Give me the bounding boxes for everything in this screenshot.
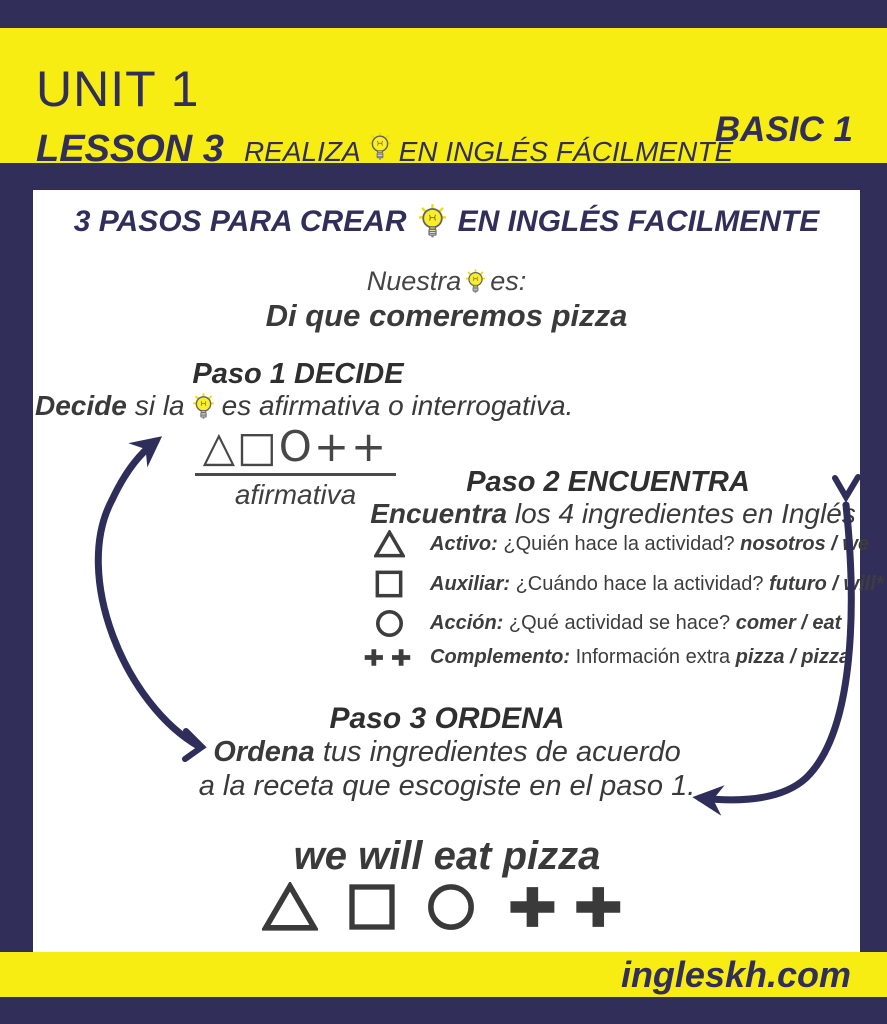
ingredient-row xyxy=(363,570,884,598)
step3-line1-rest: tus ingredientes de acuerdo xyxy=(322,736,681,768)
goal-label-post: es: xyxy=(490,266,527,296)
ingredient-text xyxy=(430,612,841,635)
website-text: ingleskh.com xyxy=(620,954,851,995)
circle-icon xyxy=(426,882,476,932)
ingredient-question: ¿Cuándo hace la actividad? xyxy=(515,572,764,595)
footer-band xyxy=(0,952,887,997)
ingredient-label: Activo: xyxy=(430,532,498,555)
lesson-subtitle xyxy=(244,132,733,168)
ingredient-question: ¿Quién hace la actividad? xyxy=(503,532,735,555)
lesson-title: LESSON 3 xyxy=(36,128,224,170)
step1-lead: Decide xyxy=(35,390,127,421)
content-title-pre: 3 PASOS PARA CREAR xyxy=(73,204,407,238)
step3-line1 xyxy=(33,736,861,769)
square-icon xyxy=(348,883,396,931)
lesson-subtitle-post: EN INGLÉS FÁCILMENTE xyxy=(398,136,734,167)
ingredient-label: Auxiliar: xyxy=(430,572,511,595)
ingredient-answer: pizza / pizza xyxy=(735,646,851,668)
ingredient-question: ¿Qué actividad se hace? xyxy=(508,612,731,634)
step2-body xyxy=(358,498,868,530)
ingredient-label: Acción: xyxy=(430,612,504,634)
goal-label xyxy=(33,266,860,297)
step2-heading: Paso 2 ENCUENTRA xyxy=(466,466,750,498)
step1-post: es afirmativa o interrogativa. xyxy=(221,390,574,421)
triangle-icon xyxy=(262,882,318,932)
ingredient-text xyxy=(430,573,884,596)
triangle-icon xyxy=(374,530,405,558)
goal-sentence: Di que comeremos pizza xyxy=(265,298,628,333)
result-symbols xyxy=(33,882,861,932)
ingredient-answer: futuro / will* xyxy=(769,572,884,595)
ingredient-answer: nosotros / we xyxy=(740,532,870,555)
lesson-row xyxy=(36,128,733,171)
lightbulb-icon xyxy=(466,269,485,294)
ingredient-answer: comer / eat xyxy=(735,612,842,634)
circle-icon xyxy=(375,609,404,638)
formula-label: afirmativa xyxy=(234,479,357,510)
goal-label-pre: Nuestra xyxy=(366,266,462,296)
ingredient-text xyxy=(430,533,869,556)
lesson-subtitle-pre: REALIZA xyxy=(243,136,361,167)
lightbulb-icon xyxy=(193,393,214,420)
unit-title: UNIT 1 xyxy=(36,61,200,117)
step2-rest: los 4 ingredientes en Inglés xyxy=(514,498,856,529)
square-icon xyxy=(375,570,403,598)
ingredient-label: Complemento: xyxy=(430,646,570,668)
level-badge: BASIC 1 xyxy=(714,110,853,149)
step1-heading: Paso 1 DECIDE xyxy=(192,358,404,390)
step2-lead: Encuentra xyxy=(370,498,508,529)
step1-body xyxy=(35,390,573,422)
content-title-post: EN INGLÉS FACILMENTE xyxy=(457,204,820,238)
formula-symbols: △□O++ xyxy=(195,426,396,476)
step3-lead: Ordena xyxy=(213,736,315,768)
lightbulb-icon xyxy=(369,132,391,161)
content-title xyxy=(33,204,860,239)
ingredient-row xyxy=(363,530,869,558)
ingredient-row xyxy=(363,646,850,669)
plus-plus-icon xyxy=(363,646,415,669)
result-sentence: we will eat pizza xyxy=(293,834,601,878)
plus-plus-icon xyxy=(506,884,632,930)
step3-heading: Paso 3 ORDENA xyxy=(329,702,565,735)
ingredient-question: Información extra xyxy=(575,646,731,668)
content-card xyxy=(33,190,884,952)
header-band xyxy=(0,28,887,170)
lightbulb-icon xyxy=(419,204,446,239)
step3-line2: a la receta que escogiste en el paso 1. xyxy=(198,770,696,802)
ingredient-row xyxy=(363,609,841,638)
ingredient-text xyxy=(430,646,850,669)
step1-pre: si la xyxy=(134,390,185,421)
